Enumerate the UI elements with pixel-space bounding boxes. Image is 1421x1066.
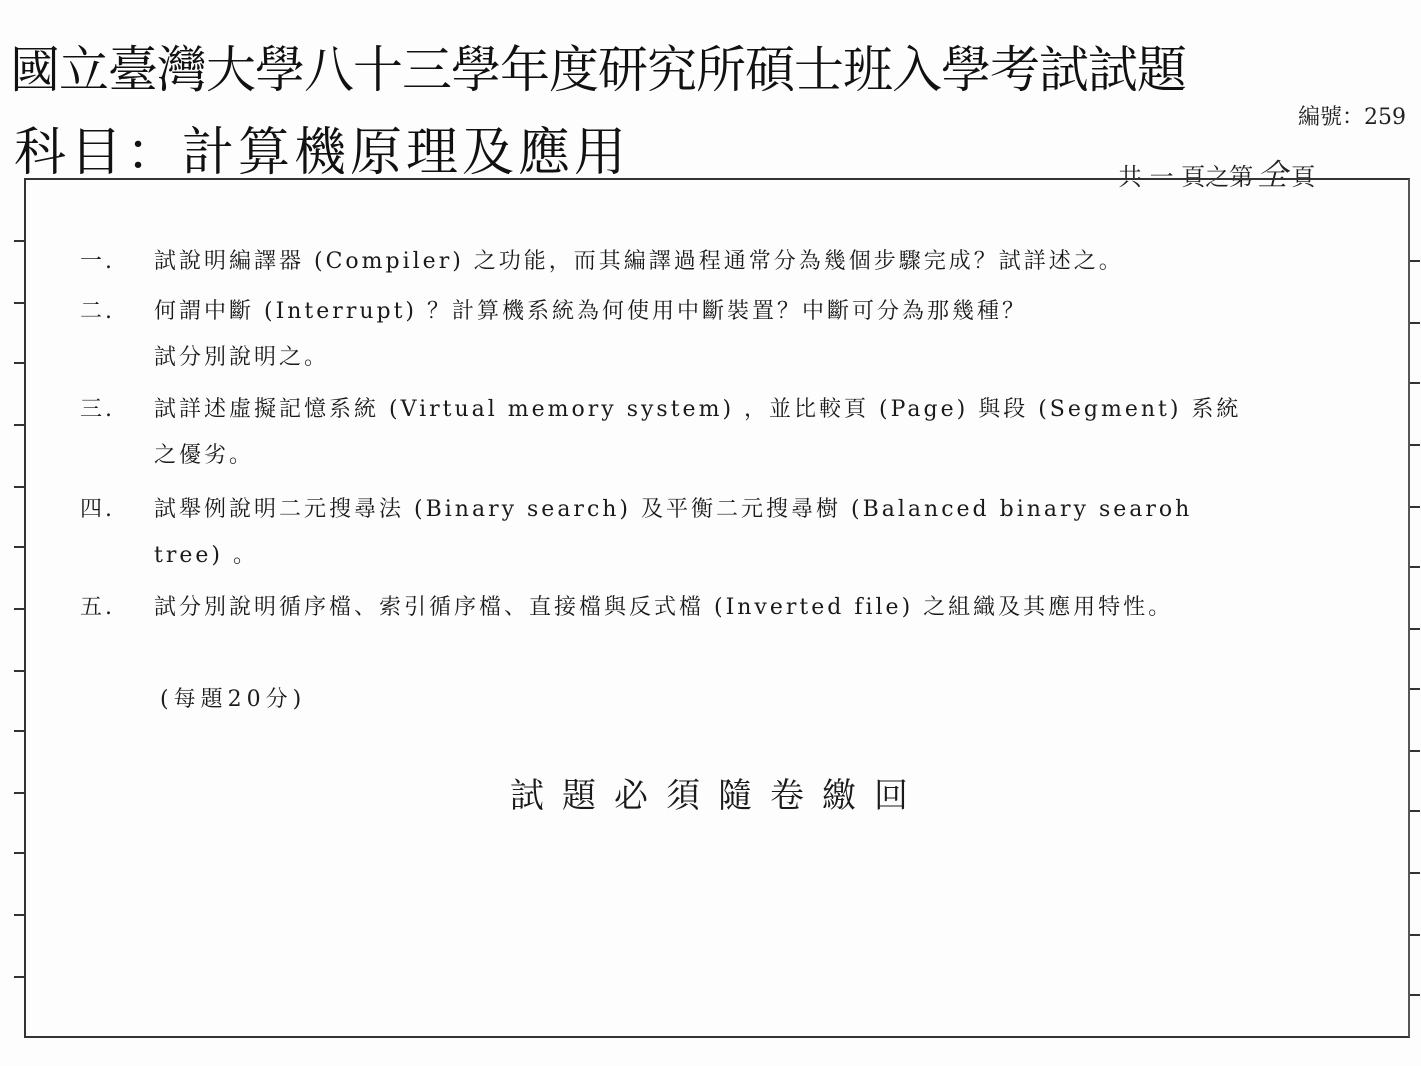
question-text-continued: tree) 。 xyxy=(154,543,258,568)
margin-tick xyxy=(14,852,24,854)
return-notice: 試題必須隨卷繳回 xyxy=(510,776,926,816)
question-3 xyxy=(80,392,1241,423)
page-count-handwritten: 全 xyxy=(1257,158,1288,193)
question-text: 試舉例說明二元搜尋法 (Binary search) 及平衡二元搜尋樹 (Balanced binary searoh xyxy=(154,497,1193,522)
margin-tick xyxy=(14,608,24,610)
margin-tick xyxy=(1410,628,1420,630)
question-5 xyxy=(80,590,1173,621)
question-text: 試分別說明循序檔、索引循序檔、直接檔與反式檔 (Inverted file) 之組織及其應用特性。 xyxy=(154,595,1174,620)
margin-tick xyxy=(1410,260,1420,262)
margin-tick xyxy=(1410,322,1420,324)
margin-tick xyxy=(1410,872,1420,874)
question-number: 三. xyxy=(80,397,115,422)
exam-subject: 科目：計算機原理及應用 xyxy=(14,123,631,183)
margin-tick xyxy=(1410,444,1420,446)
margin-tick xyxy=(14,362,24,364)
question-text: 試說明編譯器 (Compiler) 之功能，而其編譯過程通常分為幾個步驟完成？試詳述之。 xyxy=(154,249,1124,274)
question-text-continued: 試分別說明之。 xyxy=(154,345,330,370)
margin-tick xyxy=(1410,750,1420,752)
margin-tick xyxy=(1410,810,1420,812)
question-number: 五. xyxy=(80,595,115,620)
question-4 xyxy=(80,492,1192,523)
exam-title: 國立臺灣大學八十三學年度研究所碩士班入學考試試題 xyxy=(10,41,1186,99)
question-text-continued: 之優劣。 xyxy=(154,443,255,468)
question-text: 何謂中斷 (Interrupt) ？計算機系統為何使用中斷裝置？中斷可分為那幾種？ xyxy=(154,299,1028,324)
margin-tick xyxy=(14,914,24,916)
margin-tick xyxy=(14,424,24,426)
question-2 xyxy=(80,294,1027,325)
margin-tick xyxy=(1410,934,1420,936)
margin-tick xyxy=(14,486,24,488)
question-text: 試詳述虛擬記憶系統 (Virtual memory system) ，並比較頁 (Page) 與段 (Segment) 系統 xyxy=(154,397,1242,422)
question-number: 二. xyxy=(80,299,115,324)
page-count-suffix: 頁 xyxy=(1291,163,1316,191)
margin-tick xyxy=(14,302,24,304)
margin-tick xyxy=(1410,688,1420,690)
margin-tick xyxy=(14,546,24,548)
margin-tick xyxy=(14,730,24,732)
margin-tick xyxy=(1410,506,1420,508)
question-1 xyxy=(80,244,1124,275)
margin-tick xyxy=(14,976,24,978)
margin-tick xyxy=(14,670,24,672)
margin-tick xyxy=(14,792,24,794)
exam-code: 編號：259 xyxy=(1298,105,1406,130)
score-note: (每題20分) xyxy=(160,687,307,712)
margin-tick xyxy=(1410,382,1420,384)
question-number: 一. xyxy=(80,249,115,274)
page-count-prefix: 共 一 頁之第 xyxy=(1118,163,1254,191)
question-number: 四. xyxy=(80,497,115,522)
margin-tick xyxy=(1410,994,1420,996)
margin-tick xyxy=(14,240,24,242)
margin-tick xyxy=(1410,566,1420,568)
